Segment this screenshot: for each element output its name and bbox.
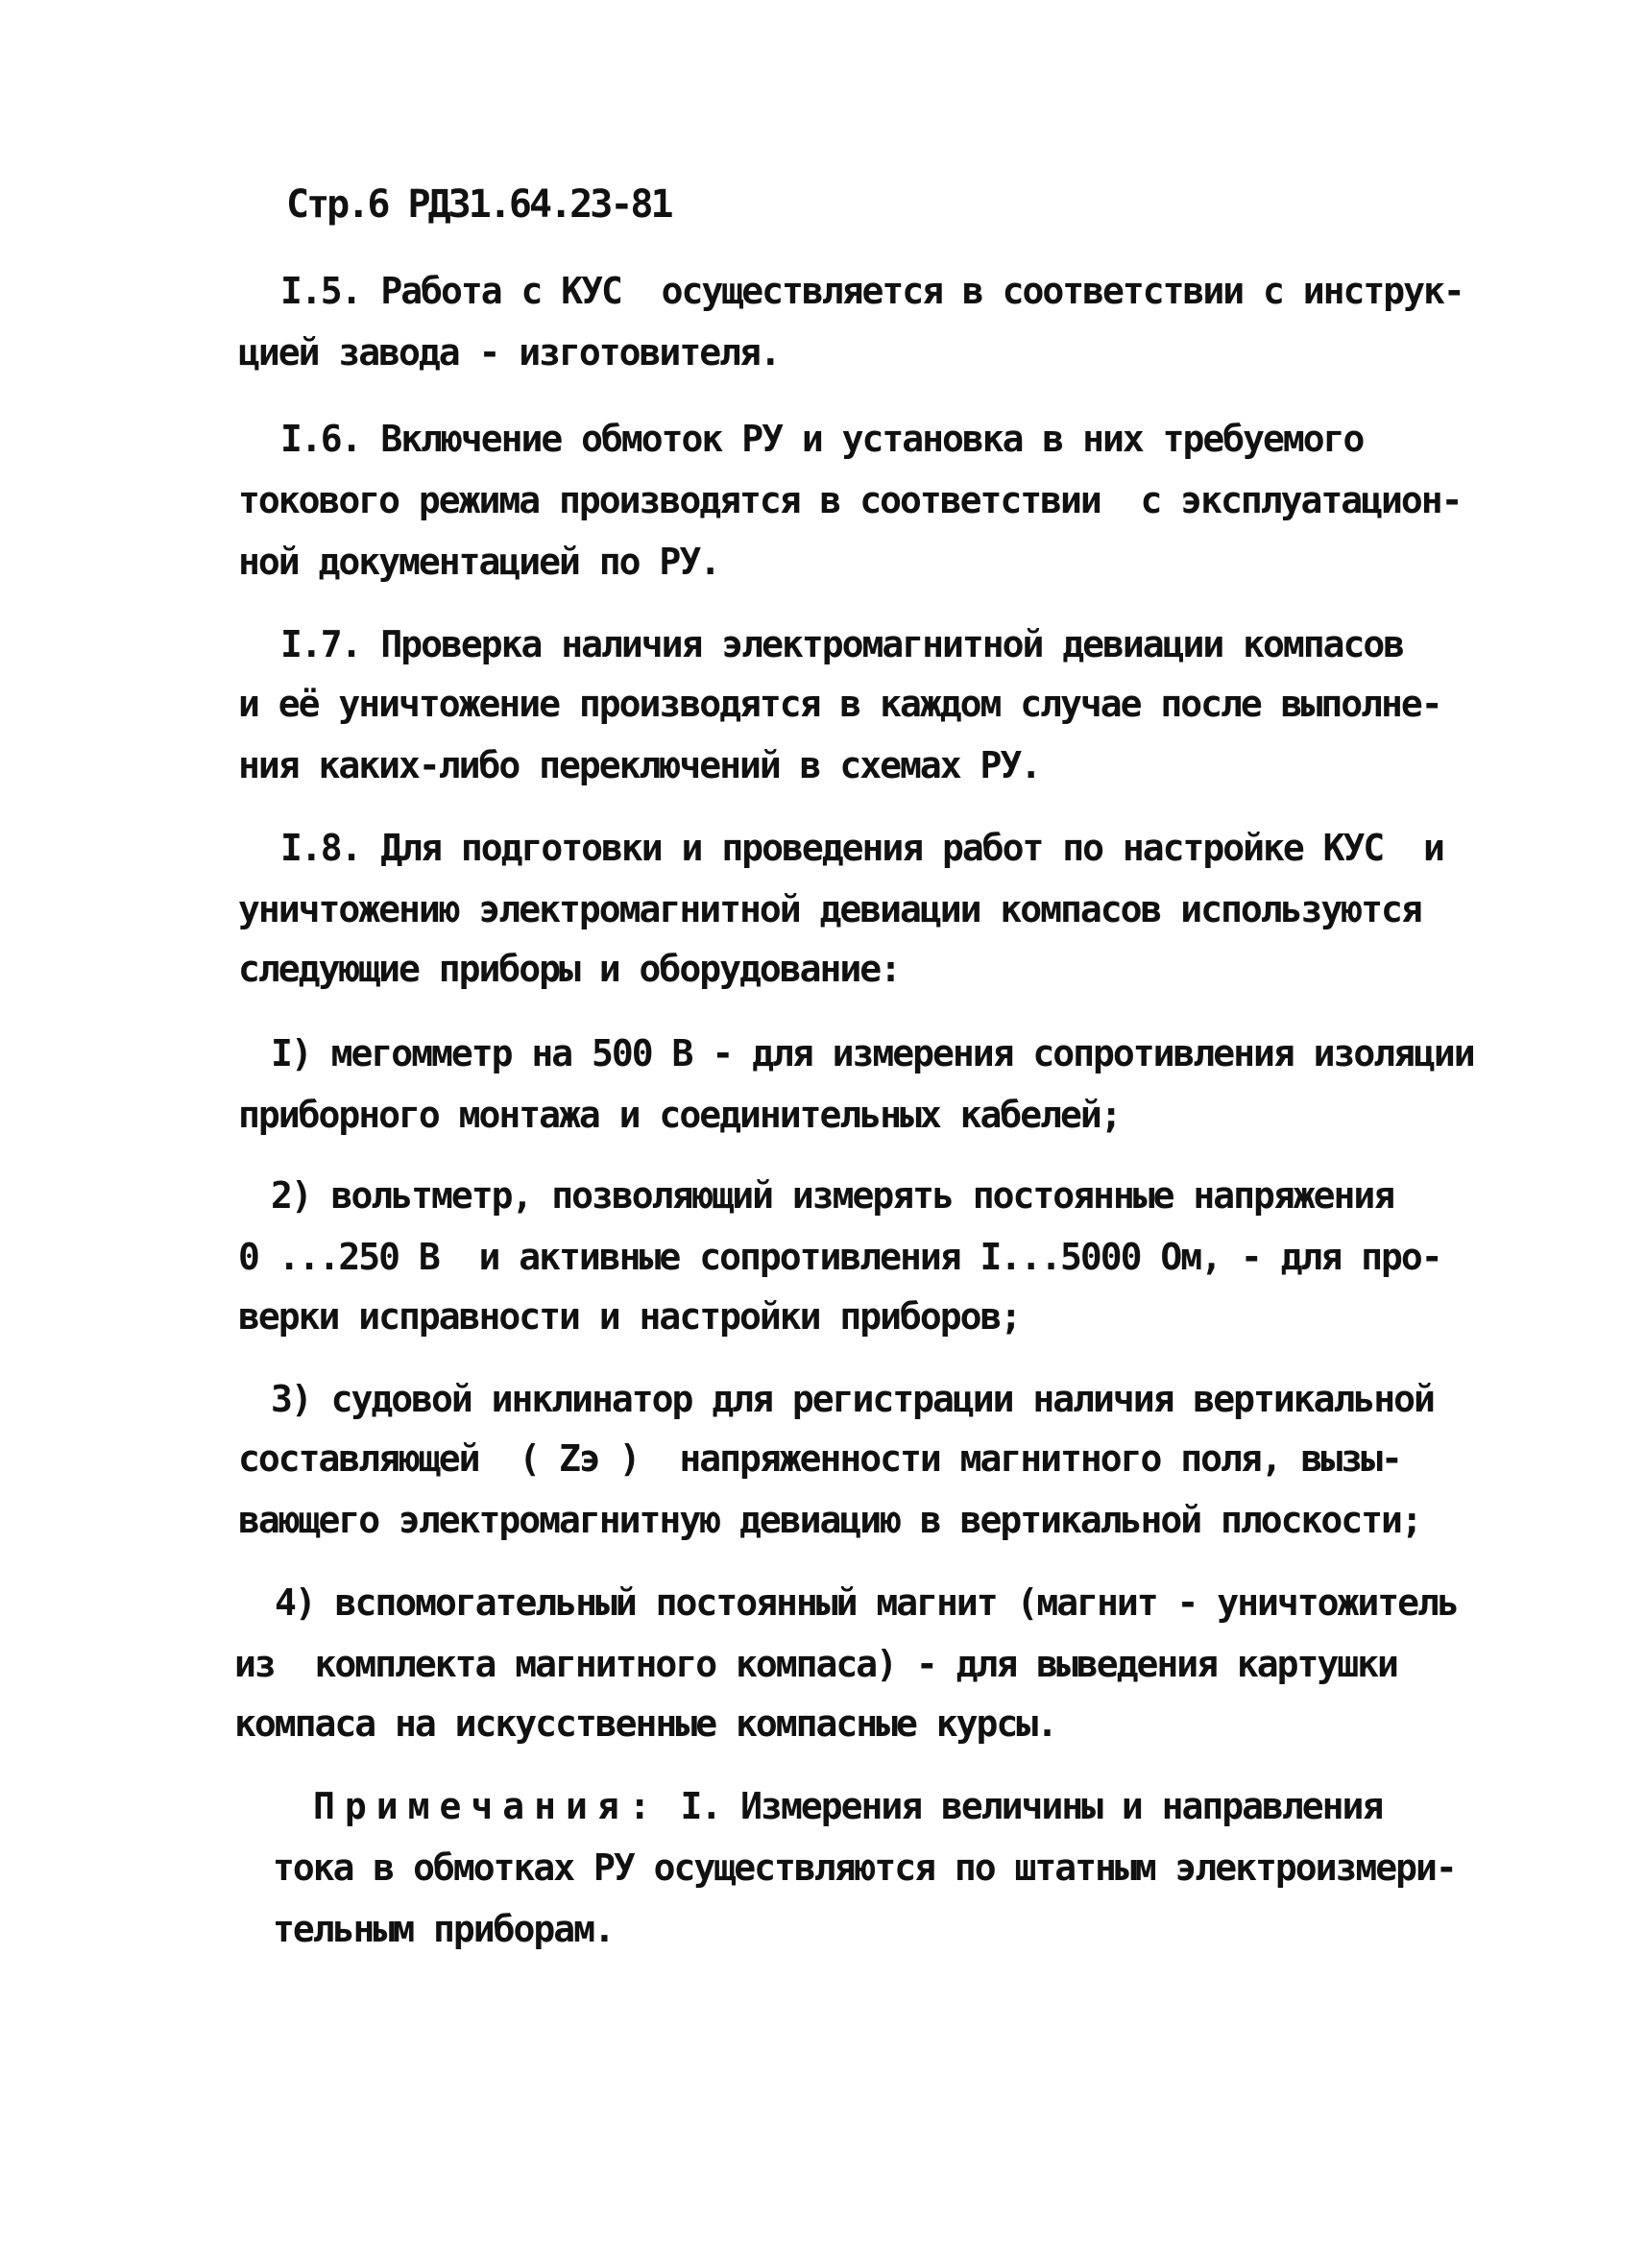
list-item-3-line-3: вающего электромагнитную девиацию в вертикальной плоскости;	[238, 1499, 1421, 1541]
note-text-1: I. Измерения величины и направления	[660, 1785, 1383, 1827]
note-line-3: тельным приборам.	[273, 1908, 614, 1950]
paragraph-1-5-line-2: цией завода - изготовителя.	[238, 331, 780, 374]
list-item-3-line-1: 3) судовой инклинатор для регистрации наличия вертикальной	[271, 1378, 1434, 1420]
note-label: Примечания:	[313, 1785, 661, 1827]
paragraph-1-8-line-2: уничтожению электромагнитной девиации компасов используются	[238, 888, 1421, 930]
list-item-3-line-2: составляющей ( Zэ ) напряженности магнитного поля, вызы-	[238, 1437, 1401, 1480]
paragraph-1-6-line-1: I.6. Включение обмоток РУ и установка в них требуемого	[280, 418, 1364, 460]
list-item-2-line-2: 0 ...250 В и активные сопротивления I...5000 Ом, - для про-	[238, 1236, 1441, 1278]
list-item-4-line-2: из комплекта магнитного компаса) - для выведения картушки	[234, 1643, 1397, 1685]
paragraph-1-8-line-1: I.8. Для подготовки и проведения работ по настройке КУС и	[280, 827, 1443, 869]
paragraph-1-8-line-3: следующие приборы и оборудование:	[238, 948, 900, 990]
list-item-2-line-3: верки исправности и настройки приборов;	[238, 1295, 1021, 1338]
list-item-4-line-1: 4) вспомогательный постоянный магнит (магнит - уничтожитель	[275, 1581, 1458, 1624]
paragraph-1-7-line-2: и её уничтожение производятся в каждом случае после выполне-	[238, 683, 1441, 725]
list-item-1-line-2: приборного монтажа и соединительных кабелей;	[238, 1094, 1121, 1136]
list-item-1-line-1: I) мегомметр на 500 В - для измерения сопротивления изоляции	[271, 1032, 1474, 1074]
paragraph-1-5-line-1: I.5. Работа с КУС осуществляется в соответствии с инструк-	[280, 270, 1464, 312]
list-item-2-line-1: 2) вольтметр, позволяющий измерять постоянные напряжения	[271, 1174, 1394, 1217]
page-header: Стр.6 РД31.64.23-81	[286, 182, 671, 227]
paragraph-1-7-line-1: I.7. Проверка наличия электромагнитной девиации компасов	[280, 623, 1404, 665]
paragraph-1-6-line-2: токового режима производятся в соответствии с эксплуатацион-	[238, 479, 1462, 521]
paragraph-1-6-line-3: ной документацией по РУ.	[238, 541, 720, 583]
note-line-1	[313, 1782, 1382, 1830]
paragraph-1-7-line-3: ния каких-либо переключений в схемах РУ.	[238, 744, 1041, 786]
list-item-4-line-3: компаса на искусственные компасные курсы.	[234, 1702, 1056, 1745]
note-line-2: тока в обмотках РУ осуществляются по штатным электроизмери-	[273, 1846, 1456, 1889]
